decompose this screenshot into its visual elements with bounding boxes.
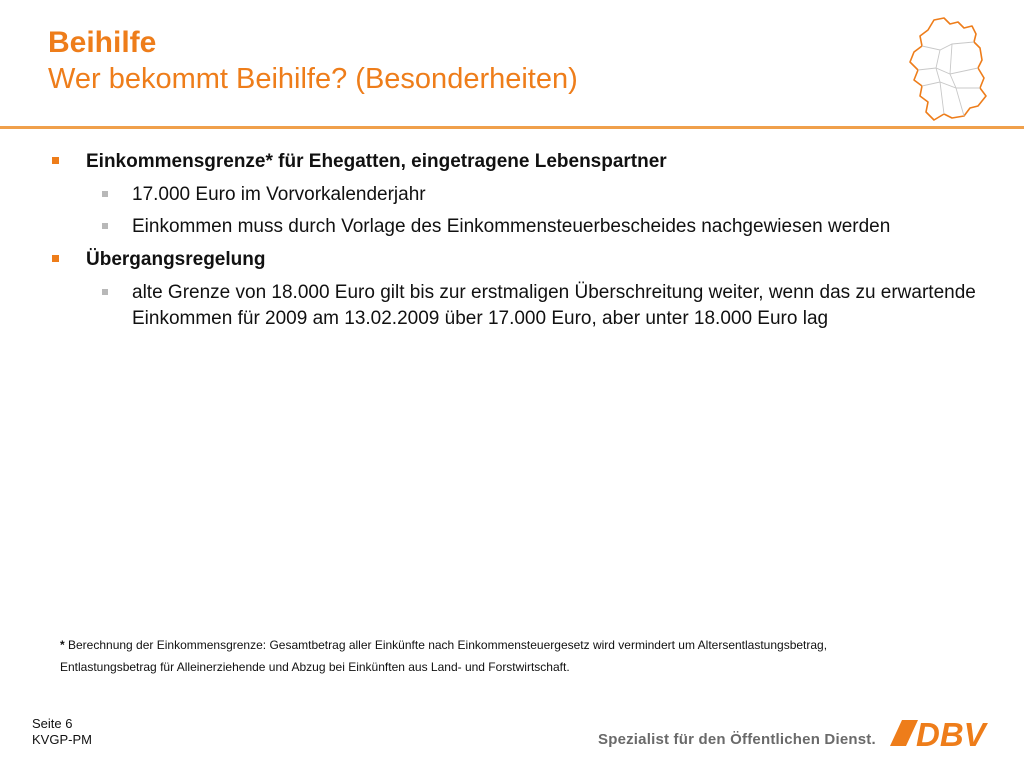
- orange-bullet: [52, 157, 59, 164]
- orange-bullet: [52, 255, 59, 262]
- brand-slogan: Spezialist für den Öffentlichen Dienst.: [598, 731, 876, 748]
- grey-bullet: [102, 223, 108, 229]
- sub-bullet-item: [48, 214, 1012, 240]
- section-heading: Übergangsregelung: [86, 249, 266, 270]
- page-info: [32, 716, 92, 748]
- header-divider: [0, 126, 1024, 129]
- footnote-marker: *: [60, 638, 65, 652]
- footnote: [60, 634, 860, 678]
- sub-bullet-text: 17.000 Euro im Vorvorkalenderjahr: [132, 184, 426, 205]
- sub-bullet-text: alte Grenze von 18.000 Euro gilt bis zur erstmaligen Überschreitung weiter, wenn das zu erwartende Einkommen für 2009 am 13.02.2009 über 17.000 Euro, aber unter 18.000 Euro lag: [132, 282, 976, 329]
- slide-title: Beihilfe: [48, 26, 157, 59]
- grey-bullet: [102, 191, 108, 197]
- logo-text: DBV: [916, 716, 986, 750]
- bullet-item: [48, 148, 1008, 176]
- sub-bullet-text: Einkommen muss durch Vorlage des Einkommensteuerbescheides nachgewiesen werden: [132, 216, 891, 237]
- document-code: KVGP-PM: [32, 732, 92, 747]
- section-heading: Einkommensgrenze* für Ehegatten, eingetragene Lebenspartner: [86, 151, 667, 172]
- bullet-item: [48, 246, 1008, 274]
- germany-map-icon: [900, 16, 992, 124]
- dbv-logo: [890, 716, 1002, 750]
- sub-bullet-item: [48, 182, 1012, 208]
- sub-bullet-item: [48, 280, 1012, 332]
- slide-subtitle: Wer bekommt Beihilfe? (Besonderheiten): [48, 63, 578, 95]
- footnote-text: Berechnung der Einkommensgrenze: Gesamtbetrag aller Einkünfte nach Einkommensteuergesetz wird vermindert um Altersentlastungsbetrag, Entlastungsbetrag für Alleinerziehende und Abzug bei Einkünften aus Land- und Forstwirtschaft.: [60, 638, 828, 674]
- slide-content: [48, 148, 1008, 338]
- grey-bullet: [102, 289, 108, 295]
- page-number: Seite 6: [32, 716, 73, 731]
